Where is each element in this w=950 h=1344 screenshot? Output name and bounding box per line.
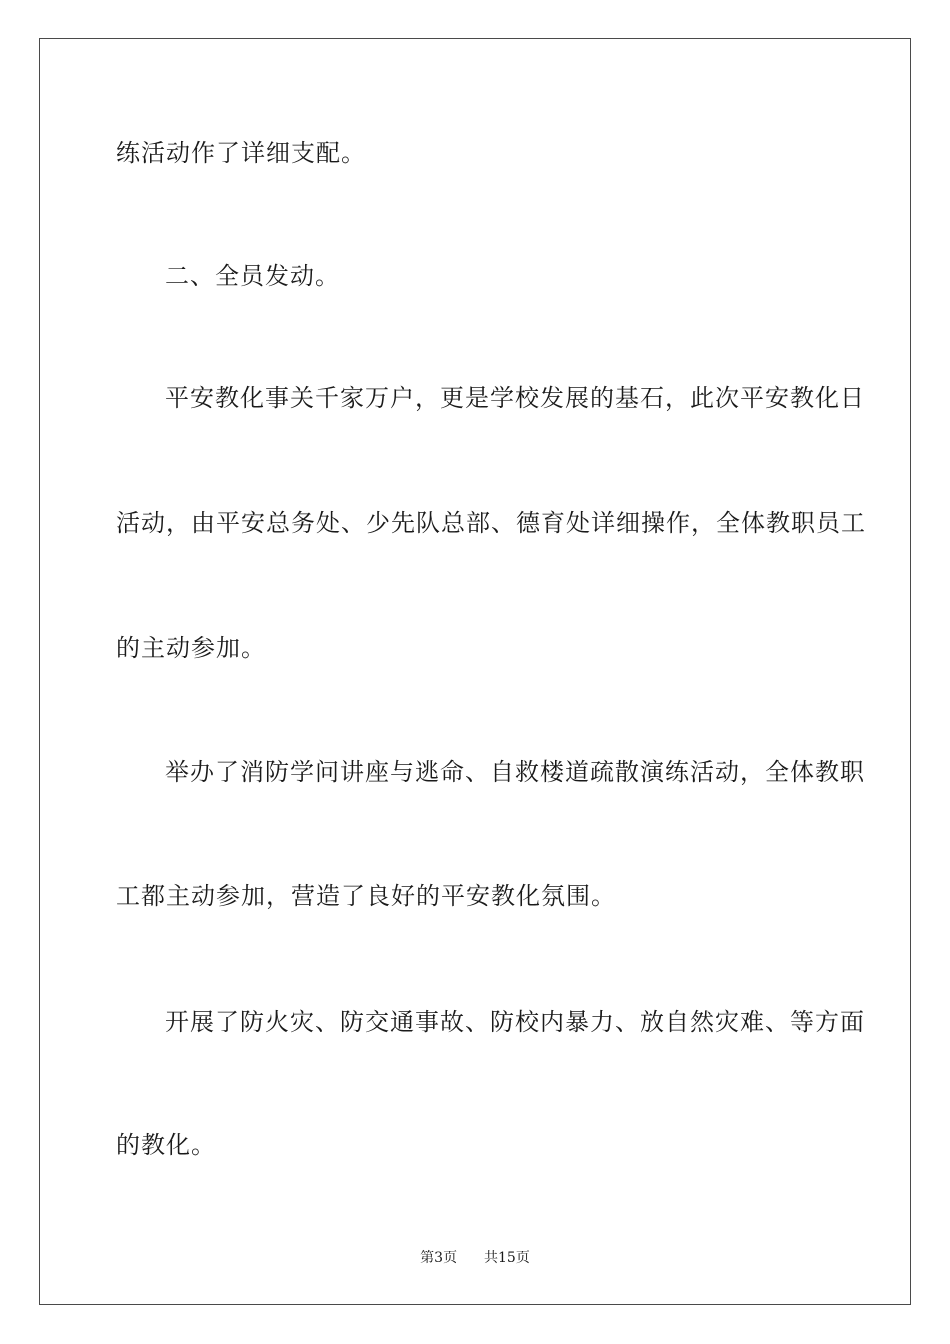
paragraph-line: 的主动参加。 — [116, 634, 266, 662]
paragraph-line: 开展了防火灾、防交通事故、防校内暴力、放自然灾难、等方面 — [165, 1008, 865, 1036]
paragraph-line: 活动，由平安总务处、少先队总部、德育处详细操作，全体教职员工 — [116, 509, 866, 537]
paragraph-line: 练活动作了详细支配。 — [116, 139, 366, 167]
paragraph-line: 的教化。 — [116, 1131, 216, 1159]
paragraph-line: 举办了消防学问讲座与逃命、自救楼道疏散演练活动，全体教职 — [165, 758, 865, 786]
page-footer — [0, 1247, 950, 1267]
page-border — [39, 38, 911, 1305]
paragraph-line: 工都主动参加，营造了良好的平安教化氛围。 — [116, 882, 616, 910]
paragraph-line: 平安教化事关千家万户，更是学校发展的基石，此次平安教化日 — [165, 384, 865, 412]
page-total: 共15页 — [484, 1250, 530, 1266]
section-heading: 二、全员发动。 — [165, 262, 340, 290]
page-number: 第3页 — [420, 1250, 458, 1266]
